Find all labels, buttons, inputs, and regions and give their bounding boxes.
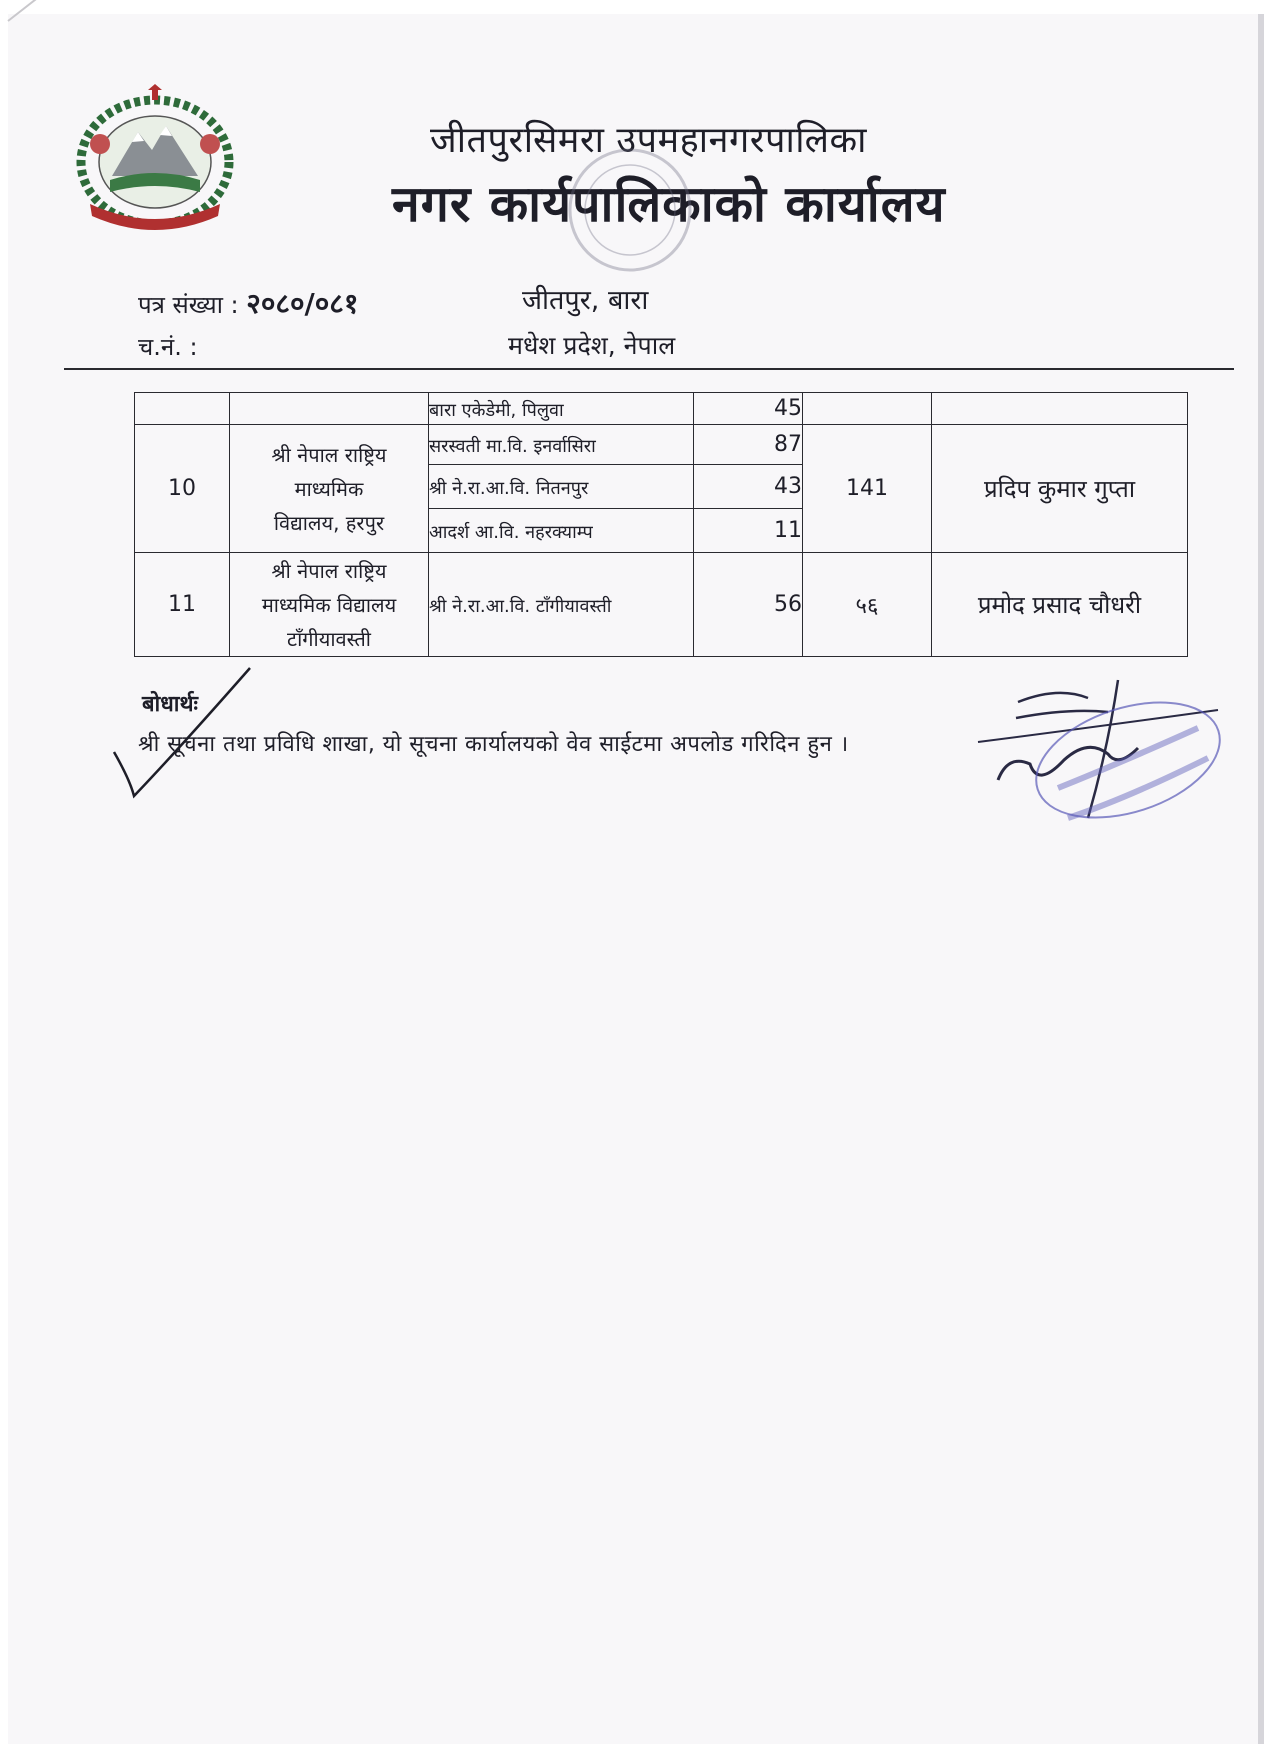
tick-mark-icon [108,660,258,800]
table-cell [803,393,932,425]
letter-number-value: २०८०/०८१ [246,287,359,320]
sub-school-cell: सरस्वती मा.वि. इनर्वासिरा [429,425,694,465]
center-school-cell: श्री नेपाल राष्ट्रिय माध्यमिक विद्यालय, हरपुर [230,425,429,553]
total-students-cell: ५६ [803,553,932,657]
header-divider [64,368,1234,370]
sub-school-cell: श्री ने.रा.आ.वि. नितनपुर [429,465,694,509]
note-heading: बोधार्थः [142,692,198,717]
total-students-cell: 141 [803,425,932,553]
center-school-cell: श्री नेपाल राष्ट्रिय माध्यमिक विद्यालय टाँगीयावस्ती [230,553,429,657]
office-seal-stamp [520,140,720,300]
serial-number-cell: 10 [135,425,230,553]
exam-center-table [134,392,1188,657]
dispatch-number-label: च.नं. : [138,333,198,361]
nepal-emblem-logo [70,84,240,234]
students-cell: 43 [694,465,803,509]
supervisor-cell: प्रदिप कुमार गुप्ता [932,425,1188,553]
office-title: नगर कार्यपालिकाको कार्यालय [392,175,946,233]
sub-school-cell: बारा एकेडेमी, पिलुवा [429,393,694,425]
note-text: श्री सूचना तथा प्रविधि शाखा, यो सूचना कार्यालयको वेव साईटमा अपलोड गरिदिन हुन । [138,732,849,757]
students-cell: 45 [694,393,803,425]
table-row [135,393,1188,425]
supervisor-cell: प्रमोद प्रसाद चौधरी [932,553,1188,657]
letter-number [138,284,358,322]
table-row [135,425,1188,465]
signature-with-stamp [968,668,1258,858]
office-place: जीतपुर, बारा [522,285,649,316]
serial-number-cell: 11 [135,553,230,657]
table-cell [932,393,1188,425]
municipality-name: जीतपुरसिमरा उपमहानगरपालिका [430,120,867,161]
students-cell: 56 [694,553,803,657]
sub-school-cell: आदर्श आ.वि. नहरक्याम्प [429,509,694,553]
table-cell [135,393,230,425]
students-cell: 11 [694,509,803,553]
letter-number-label: पत्र संख्या : [138,291,239,319]
students-cell: 87 [694,425,803,465]
table-row [135,553,1188,657]
office-province: मधेश प्रदेश, नेपाल [508,331,676,360]
sub-school-cell: श्री ने.रा.आ.वि. टाँगीयावस्ती [429,553,694,657]
table-cell [230,393,429,425]
